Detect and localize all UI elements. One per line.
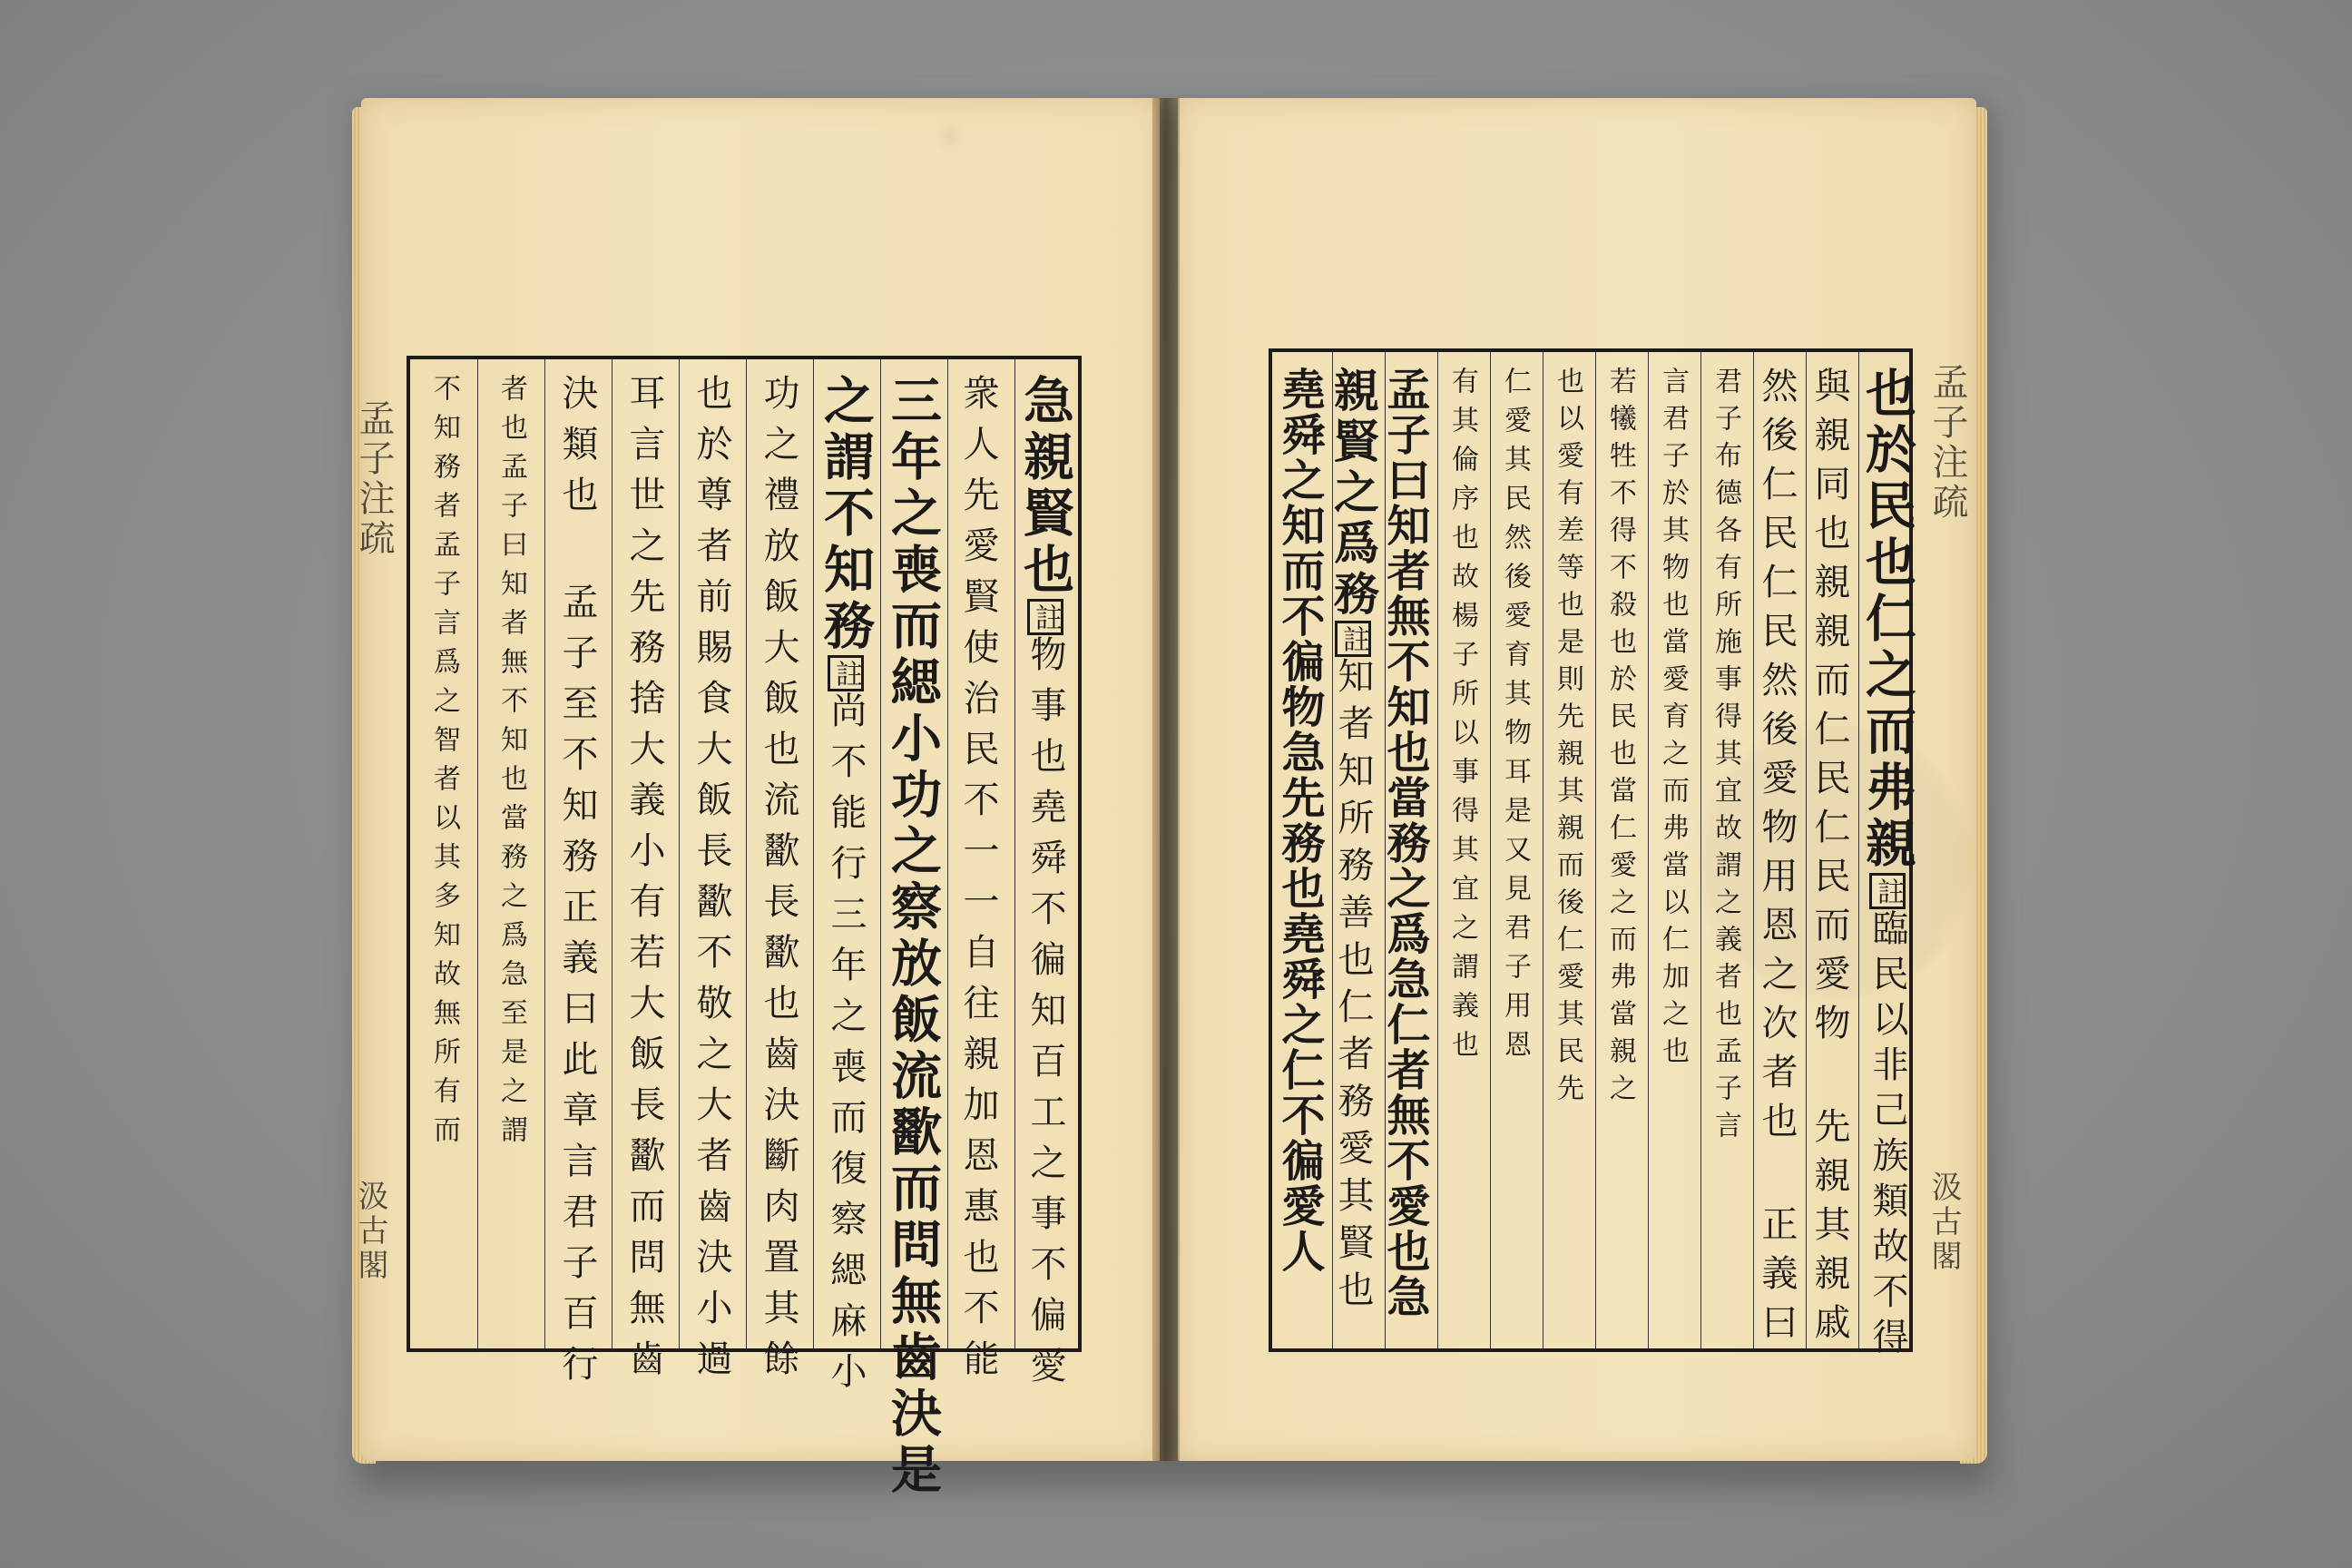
right-col-10: 孟子曰知者無不知也當務之爲急仁者無不愛也急 — [1379, 367, 1430, 1319]
left-col-10: 不知務者孟子言爲之智者以其多知故無所有而 — [428, 374, 460, 1154]
zhu-marker: 註 — [1869, 873, 1906, 909]
column-rule — [1437, 352, 1438, 1348]
column-rule — [813, 359, 814, 1348]
left-col-5: 功之禮放飯大飯也流歠長歠也齒決斷肉置其餘 — [758, 374, 799, 1390]
left-margin-bottom: 汲古閣 — [352, 1180, 388, 1283]
zhu-marker: 註 — [1335, 621, 1371, 657]
right-col-3: 然後仁民仁民然後愛物用恩之次者也 正義曰 — [1756, 367, 1798, 1352]
main-text: 之謂不知務 — [816, 374, 876, 655]
right-col-1 — [1857, 367, 1917, 1363]
right-col-11 — [1327, 367, 1380, 1318]
left-col-6: 也於尊者前賜食大飯長歠不敬之大者齒決小過 — [691, 374, 732, 1390]
column-rule — [880, 359, 881, 1348]
right-col-12: 堯舜之知而不徧物急先務也堯舜之仁不徧愛人 — [1274, 367, 1325, 1274]
left-col-2: 衆人先愛賢使治民不一一自往親加恩惠也不能 — [957, 374, 999, 1390]
zhu-marker: 註 — [828, 655, 864, 691]
main-text: 也於民也仁之而弗親 — [1857, 367, 1917, 873]
ink-spot — [944, 127, 956, 145]
column-rule — [1595, 352, 1596, 1348]
right-margin-title: 孟子注疏 — [1926, 363, 1968, 523]
left-col-1 — [1015, 374, 1075, 1397]
column-rule — [1490, 352, 1491, 1348]
column-rule — [1753, 352, 1754, 1348]
left-col-7: 耳言世之先務捨大義小有若大飯長歠而問無齒 — [623, 374, 665, 1390]
annotation-text: 知者知所務善也仁者務愛其賢也 — [1332, 657, 1374, 1318]
right-col-7: 也以愛有差等也是則先親其親而後仁愛其民先 — [1552, 367, 1583, 1111]
column-rule — [1806, 352, 1807, 1348]
column-rule — [1648, 352, 1649, 1348]
column-rule — [1543, 352, 1544, 1348]
left-col-4 — [816, 374, 876, 1403]
right-col-6: 若犧牲不得不殺也於民也當仁愛之而弗當親之 — [1604, 367, 1636, 1111]
right-col-9: 有其倫序也故楊子所以事得其宜之謂義也 — [1446, 367, 1478, 1069]
main-text: 親賢之爲務 — [1327, 367, 1380, 621]
left-col-8: 決類也 孟子至不知務正義曰此章言君子百行 — [556, 374, 598, 1396]
right-margin-bottom: 汲古閣 — [1926, 1171, 1962, 1274]
left-col-9: 者也孟子曰知者無不知也當務之爲急至是之謂 — [495, 374, 527, 1154]
zhu-marker: 註 — [1027, 599, 1063, 635]
left-col-3: 三年之喪而緦小功之察放飯流歠而問無齒決是 — [883, 374, 943, 1499]
right-col-5: 言君子於其物也當愛育之而弗當以仁加之也 — [1657, 367, 1689, 1073]
annotation-text: 尚不能行三年之喪而復察緦麻小 — [825, 691, 867, 1403]
annotation-text: 臨民以非己族類故不得 — [1867, 909, 1908, 1363]
right-col-8: 仁愛其民然後愛育其物耳是又見君子用恩 — [1499, 367, 1531, 1069]
right-col-4: 君子布德各有所施事得其宜故謂之義者也孟子言 — [1710, 367, 1741, 1148]
right-col-2: 與親同也親親而仁民仁民而愛物 先親其親戚 — [1808, 367, 1850, 1352]
main-text: 急親賢也 — [1015, 374, 1075, 599]
column-rule — [477, 359, 478, 1348]
column-rule — [544, 359, 545, 1348]
annotation-text: 物事也堯舜不徧知百工之事不偏愛 — [1024, 635, 1066, 1397]
column-rule — [947, 359, 948, 1348]
column-rule — [679, 359, 680, 1348]
book-gutter — [1152, 98, 1180, 1461]
column-rule — [746, 359, 747, 1348]
column-rule — [1700, 352, 1701, 1348]
left-margin-title: 孟子注疏 — [353, 399, 395, 559]
